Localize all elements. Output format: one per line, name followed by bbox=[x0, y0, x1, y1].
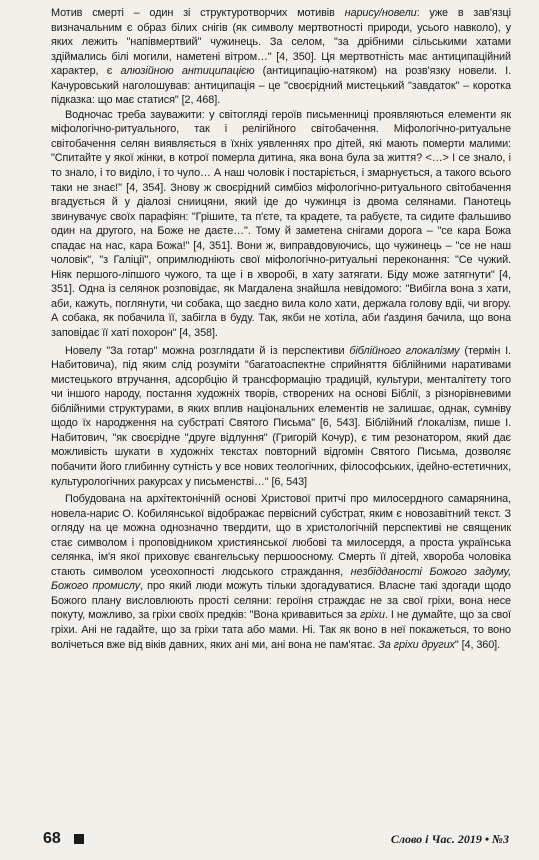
text-run: Побудована на архітектонічній основі Христової притчі про милосердного самарянина, новела-нарис О. Кобилянської відображає первісний субстрат, яким є новозавітний текст. З огляду на це можна однозначно твердити, що в христологічній перспективі не священик стає символом і проповідником християнської любові та милосердя, а проста українська селянка, ім'я якої приховує євангельську першоосному. Смерть її дітей, хвороба чоловіка стають символом усеохопності людського страждання, bbox=[51, 493, 511, 578]
text-run: Новелу "За готар" можна розглядати й із перспективи bbox=[65, 344, 350, 357]
italic-term: біблійного глокалізму bbox=[349, 344, 460, 357]
article-body bbox=[51, 6, 511, 652]
paragraph-worldview bbox=[51, 108, 511, 341]
text-run: Водночас треба зауважити: у світогляді героїв письменниці проявляються елементи як міфологічно-ритуального, так і релігійного світобачення. Міфологічно-ритуальне світобачення селян виявляється в їхніх уявленнях про дітей, які мають померти малими: "Спитайте у якої жінки, в котрої померла дитина, яка вона була за життя? <…> І се знало, і то знало, і то виділо, і то чуло… А наш чоловік і постаріється, і змарнується, а такого всього таки не знає!" [4, 354]. Знову ж своєрідний симбіоз міфологічно-ритуального світобачення вгадується й у діалозі сниицяни, який іде до чужинця із двома селянами. Панотець звинувачує своїх парафіян: "Грішите, та п'єте, та крадете, та рабуєте, та сидите фальшиво один на другого, на Боже не даєте…". Тому й заметена снігами дорога – "се кара Божа спадає на нас, кара Божа!" [4, 351]. Вони ж, виправдовуючись, що чужинець – "се не наш чоловік", "з Галіції", опримлюдніють свої міфологічно-ритуальні переконання: "Се чужий. Ніяк першого-ліпшого чужого, та ще і в хворобі, в хату затягати. Біду може затягнути" [4, 351]. Одна із селянок розповідає, як Магдалена знайшла невідомого: "Вибігла вона з хати, аби, кажуть, поглянути, чи собака, що заєдно вила коло хати, держала голову вдіі, чи вгору. А собака, як побачила її, забігла в буду. Так, якби не хотіла, аби ґаздиня бачила, що вона заповідає її хаті похорон" [4, 358]. bbox=[51, 108, 511, 340]
paragraph-samaritan-parable bbox=[51, 492, 511, 652]
page-footer bbox=[0, 826, 539, 852]
paragraph-biblical-glocalism bbox=[51, 344, 511, 489]
journal-title: Слово і Час. 2019 • №3 bbox=[390, 832, 509, 846]
italic-term: алюзійною антиципацією bbox=[120, 65, 255, 78]
text-run: . І не думайте, що за свої гріхи. Ані не гадайте, що за гріхи тата або мами. Ні. Так як воно в неї покажеться, то воно волічеться вже від віків давних, яких ані ми, ані вона не пам'ятає. bbox=[51, 609, 511, 651]
italic-term: За гріхи других bbox=[378, 638, 455, 651]
paragraph-mortality-motif bbox=[51, 6, 511, 108]
text-run: (термін І. Набитовича), під яким слід розуміти "багатоаспектне сприйняття біблійними наративами мистецького втручання, адсорбцію й трансформацію традицій, культури, менталітету того чи іншого народу, постання художніх творів, створених на основі Біблії, з різнорівневими біблійними структурами, в яких вплив національних елементів не залишає, однак, сумніву щодо їх народження на субстраті Святого Письма" [6, 543]. Біблійний ґлокалізм, пише І. Набитович, "як своєрідне "друге відлуння" (Григорій Кочур), є тим резонатором, який дає можливість шукати в художніх текстах повторний відгомін Святого Письма, дозволяє побачити його глибинну сутність у все нових теологічних, філософських, ідейно-естетичних, культурологічних ракурсах у письменстві…" [6, 543] bbox=[51, 344, 511, 488]
text-run: (антиципацію-натяком) на розв'язку новели. І. Качуровський наголошував: антиципація – це "своєрідний мистецький "завдаток" – коротка підказка: що має статися" [2, 468]. bbox=[51, 65, 511, 107]
italic-term: незбідданості Божого задуму, Божого промислу bbox=[51, 565, 512, 593]
italic-term: гріхи bbox=[359, 609, 385, 622]
page-number: 68 bbox=[43, 830, 61, 847]
text-run: , про який люди можуть тільки здогадуватися. Власне такі здогади щодо Божого плану висловлюють прості селяни: героїня страждає не за свої гріхи, вона несе покуту, можливо, за гріхи своїх предків: "Вона кривавиться за bbox=[51, 580, 511, 622]
italic-term: нарису/новели bbox=[344, 7, 417, 19]
black-square-icon bbox=[74, 834, 84, 844]
text-run: " [4, 360]. bbox=[454, 638, 501, 651]
text-run: : уже в зав'язці визначальним є образ білих снігів (як символу мертвотності природи, усього навколо), у яких лежить "напівмертвий" чужинець. За селом, "за дрібними сільськими хатами здіймались білі могили, наметені вітром…" [4, 350]. Ця мертвотність має антиципаційний характер, є bbox=[51, 7, 511, 78]
text-run: Мотив смерті – один зі структуротворчих мотивів bbox=[51, 7, 345, 19]
